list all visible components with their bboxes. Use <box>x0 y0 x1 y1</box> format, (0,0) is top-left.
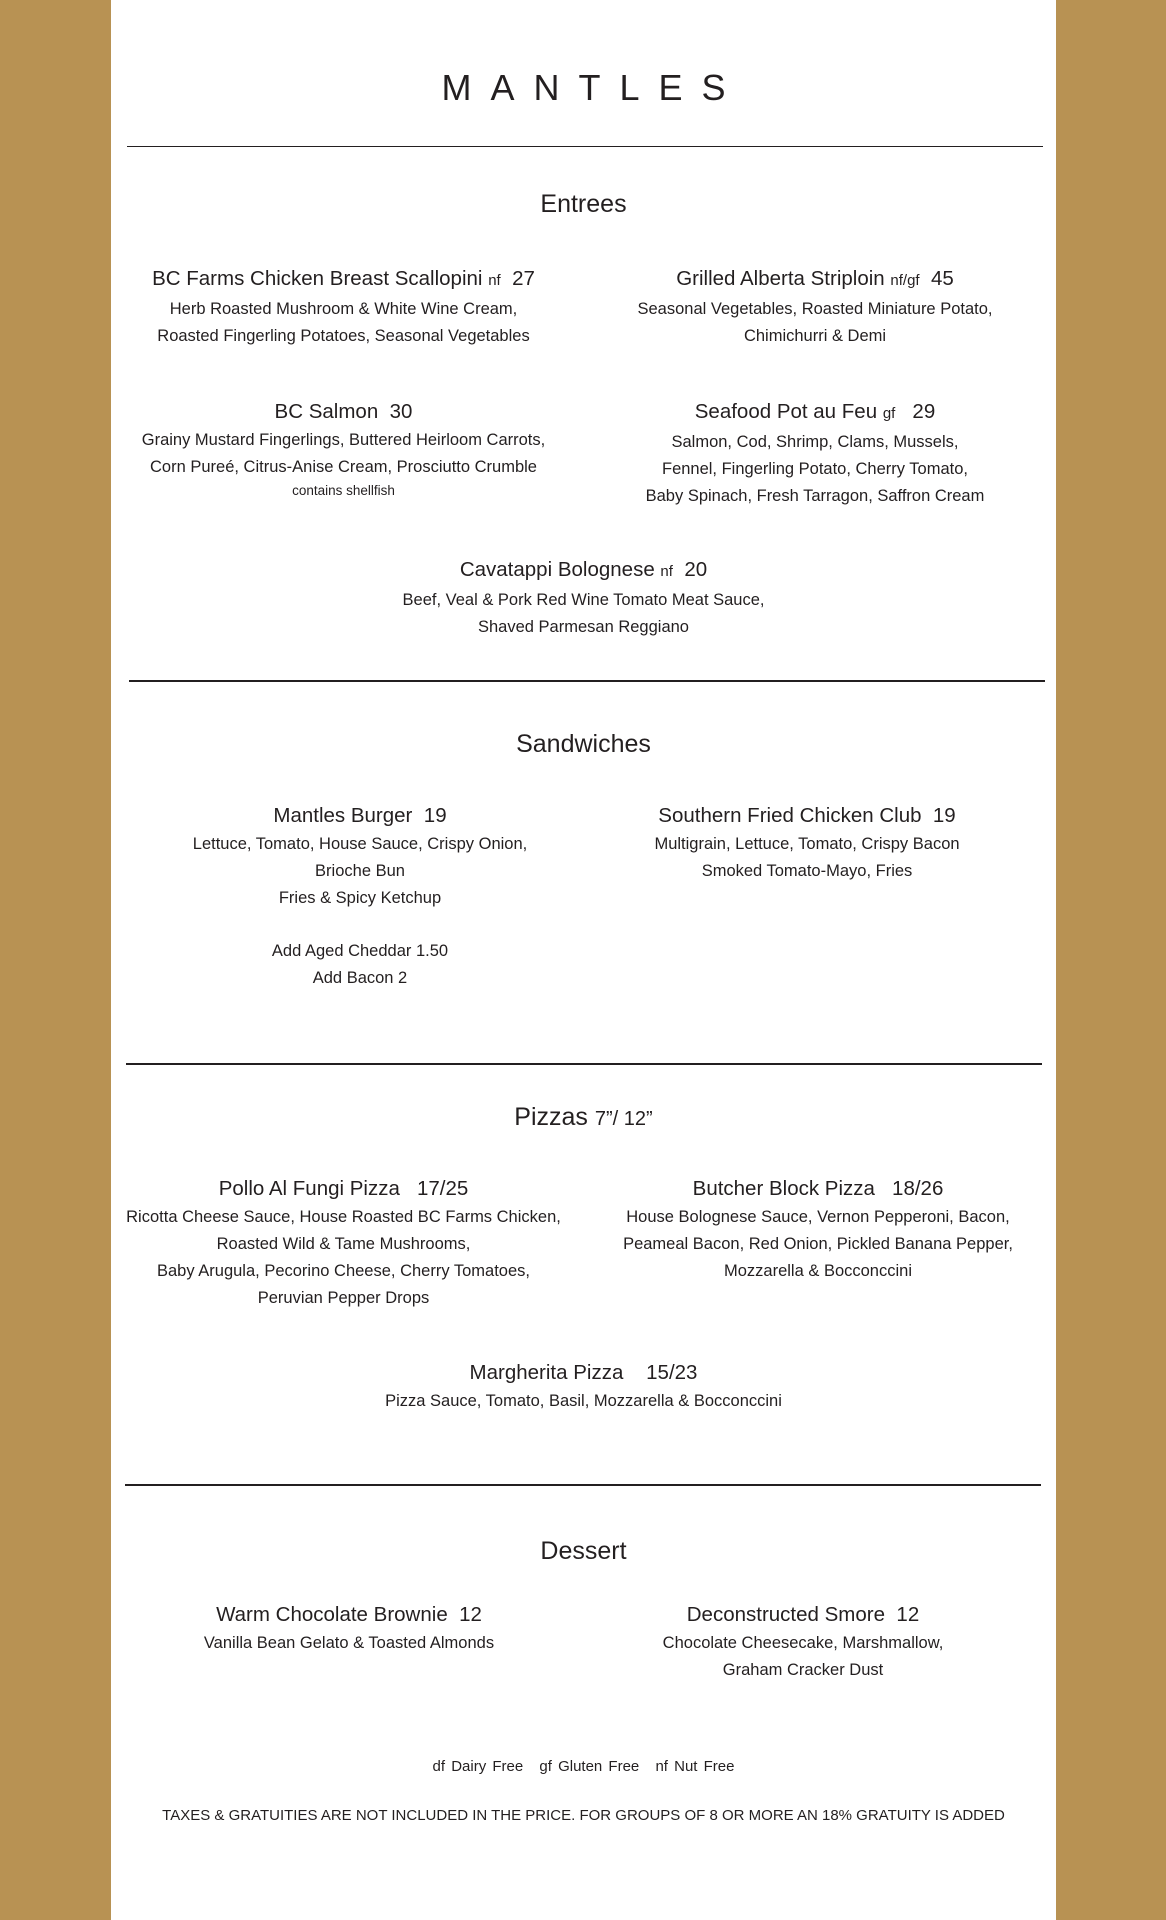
item-description: Corn Pureé, Citrus-Anise Cream, Prosciutto Crumble <box>150 458 537 476</box>
dietary-tag: gf <box>882 405 896 422</box>
item-description: Shaved Parmesan Reggiano <box>478 618 689 636</box>
item-description: Grainy Mustard Fingerlings, Buttered Heirloom Carrots, <box>141 431 546 449</box>
item-price: 20 <box>684 558 708 581</box>
item-name: Southern Fried Chicken Club 19 <box>658 804 956 827</box>
item-description: Fennel, Fingerling Potato, Cherry Tomato, <box>661 460 968 478</box>
item-name: Mantles Burger 19 <box>273 804 447 827</box>
allergen-note: contains shellfish <box>292 483 395 498</box>
menu-item <box>576 1174 1060 1285</box>
section-title-dessert: Dessert <box>540 1537 627 1565</box>
menu-item <box>576 264 1054 350</box>
item-price: 12 <box>896 1603 920 1626</box>
item-description: Ricotta Cheese Sauce, House Roasted BC Farms Chicken, <box>126 1208 561 1226</box>
item-description: Beef, Veal & Pork Red Wine Tomato Meat Sauce, <box>402 591 765 609</box>
item-price: 45 <box>931 267 954 290</box>
item-name: Margherita Pizza 15/23 <box>469 1361 698 1384</box>
divider <box>125 1484 1041 1486</box>
menu-item <box>111 1600 587 1657</box>
item-name: Deconstructed Smore 12 <box>686 1603 920 1626</box>
menu-item <box>576 397 1054 510</box>
item-description: Peruvian Pepper Drops <box>257 1289 430 1307</box>
item-description: Salmon, Cod, Shrimp, Clams, Mussels, <box>671 433 959 451</box>
item-name: Pollo Al Fungi Pizza 17/25 <box>218 1177 469 1200</box>
divider <box>129 680 1045 682</box>
item-price: 19 <box>423 804 447 827</box>
item-description: Multigrain, Lettuce, Tomato, Crispy Bacon <box>654 835 960 853</box>
legend-item: nf Nut Free <box>655 1758 735 1775</box>
restaurant-name: MANTLES <box>441 67 745 108</box>
item-description: Baby Spinach, Fresh Tarragon, Saffron Cream <box>645 487 985 505</box>
item-description: Vanilla Bean Gelato & Toasted Almonds <box>203 1634 495 1652</box>
item-addon: Add Aged Cheddar 1.50 <box>271 942 449 960</box>
item-description: Lettuce, Tomato, House Sauce, Crispy Onion, <box>192 835 528 853</box>
menu-item <box>111 801 609 992</box>
item-description: Roasted Fingerling Potatoes, Seasonal Vegetables <box>157 327 530 345</box>
menu-item <box>111 1174 576 1312</box>
menu-item <box>111 1358 1056 1415</box>
item-description: Herb Roasted Mushroom & White Wine Cream, <box>169 300 518 318</box>
menu-page <box>111 0 1056 1920</box>
dietary-tag: nf/gf <box>890 272 920 289</box>
item-description: Chimichurri & Demi <box>743 327 887 345</box>
item-description: Seasonal Vegetables, Roasted Miniature Potato, <box>637 300 993 318</box>
item-description: Baby Arugula, Pecorino Cheese, Cherry Tomatoes, <box>157 1262 530 1280</box>
section-title-sandwiches: Sandwiches <box>516 730 651 758</box>
menu-item <box>111 397 576 501</box>
item-price: 15/23 <box>646 1361 698 1384</box>
item-name: BC Salmon 30 <box>274 400 413 423</box>
item-price: 12 <box>459 1603 482 1626</box>
pizza-sizes: 7”/ 12” <box>594 1108 653 1130</box>
item-description: Brioche Bun <box>315 862 405 880</box>
item-description: Roasted Wild & Tame Mushrooms, <box>216 1235 471 1253</box>
divider <box>126 1063 1042 1065</box>
section-title-pizzas: Pizzas 7”/ 12” <box>514 1103 653 1131</box>
item-price: 17/25 <box>416 1177 469 1200</box>
menu-item <box>551 1600 1055 1684</box>
item-description: Graham Cracker Dust <box>722 1661 884 1679</box>
item-name: Warm Chocolate Brownie 12 <box>216 1603 482 1626</box>
dietary-legend <box>111 1756 1056 1778</box>
item-price: 19 <box>932 804 956 827</box>
section-title-entrees: Entrees <box>540 190 627 218</box>
item-description: Peameal Bacon, Red Onion, Pickled Banana Pepper, <box>623 1235 1013 1253</box>
menu-item <box>111 555 1056 641</box>
item-description: Smoked Tomato-Mayo, Fries <box>701 862 913 880</box>
item-addon: Add Bacon 2 <box>312 969 408 987</box>
divider <box>127 146 1043 147</box>
gratuity-notice: TAXES & GRATUITIES ARE NOT INCLUDED IN THE PRICE. FOR GROUPS OF 8 OR MORE AN 18% GRATUITY IS ADDED <box>162 1807 1005 1824</box>
item-description: Chocolate Cheesecake, Marshmallow, <box>662 1634 944 1652</box>
item-description: Pizza Sauce, Tomato, Basil, Mozzarella & Bocconccini <box>385 1392 782 1410</box>
item-name: Grilled Alberta Striploin nf/gf 45 <box>676 267 954 290</box>
dietary-tag: nf <box>660 563 673 580</box>
item-description: House Bolognese Sauce, Vernon Pepperoni, Bacon, <box>626 1208 1010 1226</box>
legend-item: gf Gluten Free <box>539 1758 640 1775</box>
item-name: Cavatappi Bolognese nf 20 <box>459 558 708 581</box>
item-price: 30 <box>389 400 413 423</box>
item-description: Fries & Spicy Ketchup <box>278 889 442 907</box>
menu-item <box>555 801 1059 885</box>
legend-item: df Dairy Free <box>432 1758 524 1775</box>
item-name: Butcher Block Pizza 18/26 <box>692 1177 944 1200</box>
item-price: 29 <box>912 400 936 423</box>
item-name: Seafood Pot au Feu gf 29 <box>694 400 936 423</box>
item-description: Mozzarella & Bocconccini <box>724 1262 912 1280</box>
item-price: 27 <box>512 267 535 290</box>
item-name: BC Farms Chicken Breast Scallopini nf 27 <box>152 267 535 290</box>
item-price: 18/26 <box>892 1177 944 1200</box>
dietary-tag: nf <box>488 272 501 289</box>
menu-item <box>111 264 576 350</box>
